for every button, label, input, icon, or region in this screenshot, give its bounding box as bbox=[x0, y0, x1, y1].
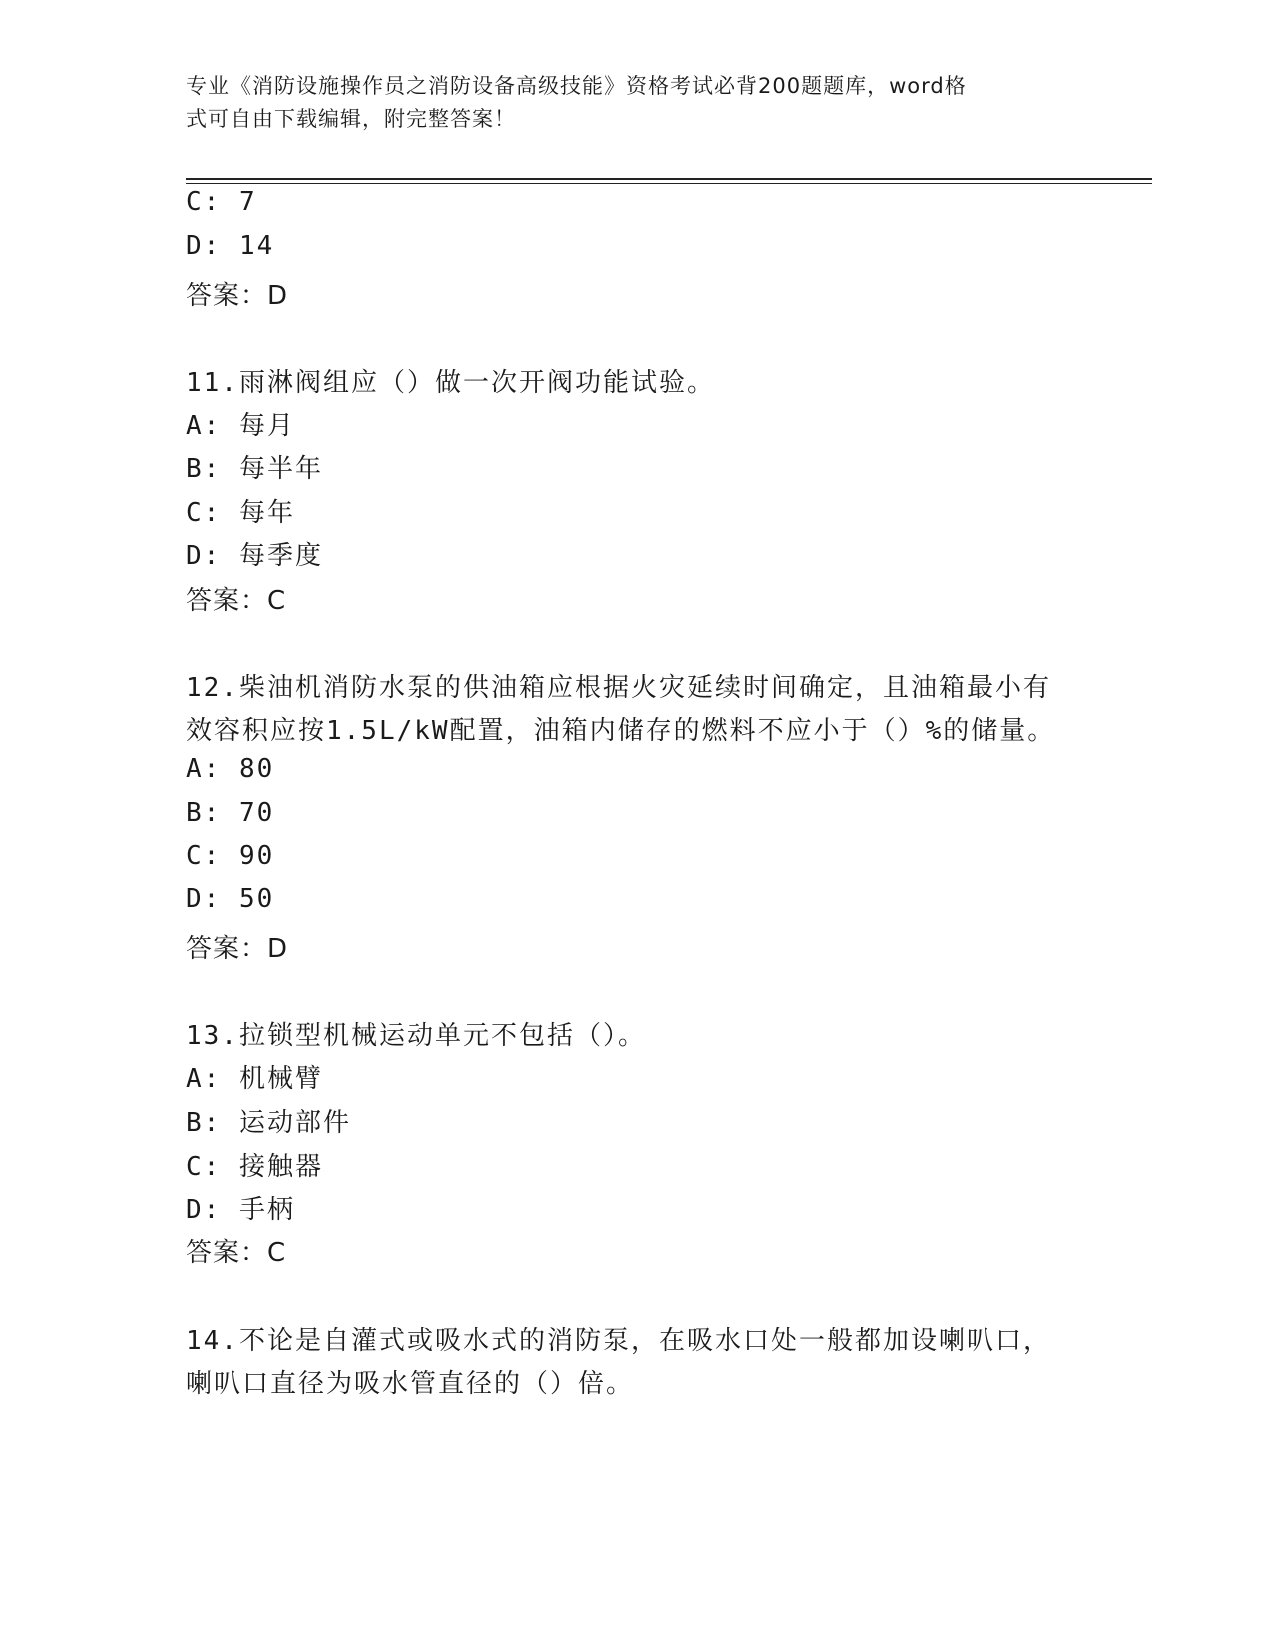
q13-stem: 13.拉锁型机械运动单元不包括（）。 bbox=[186, 1021, 646, 1051]
header-divider-thick bbox=[186, 178, 1152, 180]
q11-option-a: A: 每月 bbox=[186, 411, 295, 441]
q13-option-c: C: 接触器 bbox=[186, 1152, 323, 1182]
q12-answer: 答案：D bbox=[186, 934, 289, 964]
q12-option-d: D: 50 bbox=[186, 884, 275, 914]
q10-option-c: C: 7 bbox=[186, 187, 257, 217]
header-line-1: 专业《消防设施操作员之消防设备高级技能》资格考试必背200题题库，word格 bbox=[186, 74, 967, 98]
q10-answer: 答案：D bbox=[186, 281, 289, 311]
q10-option-d: D: 14 bbox=[186, 231, 275, 261]
q11-stem: 11.雨淋阀组应（）做一次开阀功能试验。 bbox=[186, 368, 715, 398]
q13-option-a: A: 机械臂 bbox=[186, 1064, 323, 1094]
q12-option-a: A: 80 bbox=[186, 754, 275, 784]
q13-option-b: B: 运动部件 bbox=[186, 1108, 351, 1138]
q11-option-c: C: 每年 bbox=[186, 498, 295, 528]
q11-option-b: B: 每半年 bbox=[186, 454, 323, 484]
q13-answer: 答案：C bbox=[186, 1238, 287, 1268]
q11-option-d: D: 每季度 bbox=[186, 541, 323, 571]
q12-option-b: B: 70 bbox=[186, 798, 275, 828]
q14-stem-line-1: 14.不论是自灌式或吸水式的消防泵，在吸水口处一般都加设喇叭口， bbox=[186, 1326, 1051, 1356]
header-divider-thin bbox=[186, 183, 1152, 184]
q12-stem-line-1: 12.柴油机消防水泵的供油箱应根据火灾延续时间确定，且油箱最小有 bbox=[186, 673, 1051, 703]
q12-stem-line-2: 效容积应按1.5L/kW配置，油箱内储存的燃料不应小于（）%的储量。 bbox=[186, 716, 1056, 746]
document-header bbox=[186, 70, 1066, 136]
q14-stem-line-2: 喇叭口直径为吸水管直径的（）倍。 bbox=[186, 1369, 635, 1399]
q13-option-d: D: 手柄 bbox=[186, 1195, 295, 1225]
header-line-2: 式可自由下载编辑，附完整答案！ bbox=[186, 107, 516, 131]
q12-option-c: C: 90 bbox=[186, 841, 275, 871]
q11-answer: 答案：C bbox=[186, 586, 287, 616]
